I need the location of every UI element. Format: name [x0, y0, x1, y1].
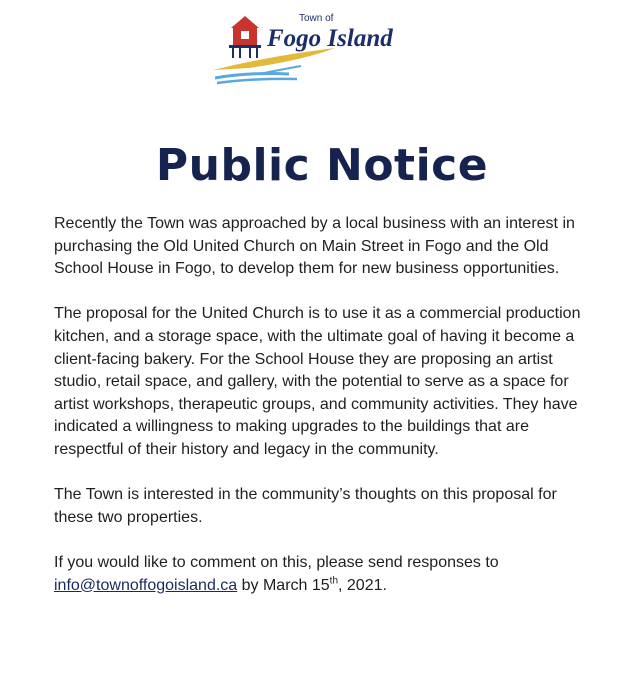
paragraph-4-mid: by March 15	[237, 576, 330, 594]
fogo-island-logo-graphic	[209, 8, 423, 88]
house-icon	[229, 16, 261, 58]
paragraph-4-suffix: , 2021.	[338, 576, 387, 594]
logo-small-text: Town of	[299, 13, 334, 24]
logo-name: Fogo Island	[267, 25, 393, 52]
ordinal-suffix: th	[329, 575, 339, 587]
paragraph-4	[54, 552, 599, 597]
paragraph-3: The Town is interested in the community’s thoughts on this proposal for these two properties.	[54, 486, 557, 526]
paragraph-1: Recently the Town was approached by a local business with an interest in purchasing the Old United Church on Main Street in Fogo and the Old School House in Fogo, to develop them for new business opportunities.	[54, 215, 575, 278]
town-logo	[209, 8, 423, 88]
notice-body	[54, 213, 599, 620]
page-title: Public Notice	[155, 140, 489, 191]
email-link[interactable]: info@townoffogoisland.ca	[54, 576, 238, 594]
paragraph-4-prefix: If you would like to comment on this, please send responses to	[54, 553, 499, 571]
paragraph-2: The proposal for the United Church is to use it as a commercial production kitchen, and a storage space, with the ultimate goal of having it become a client-facing bakery. For the School House they are proposing an artist studio, retail space, and gallery, with the potential to serve as a space for artist workshops, therapeutic groups, and community activities. They have indicated a willingness to making upgrades to the buildings that are respectful of their history and legacy in the community.	[54, 305, 581, 458]
